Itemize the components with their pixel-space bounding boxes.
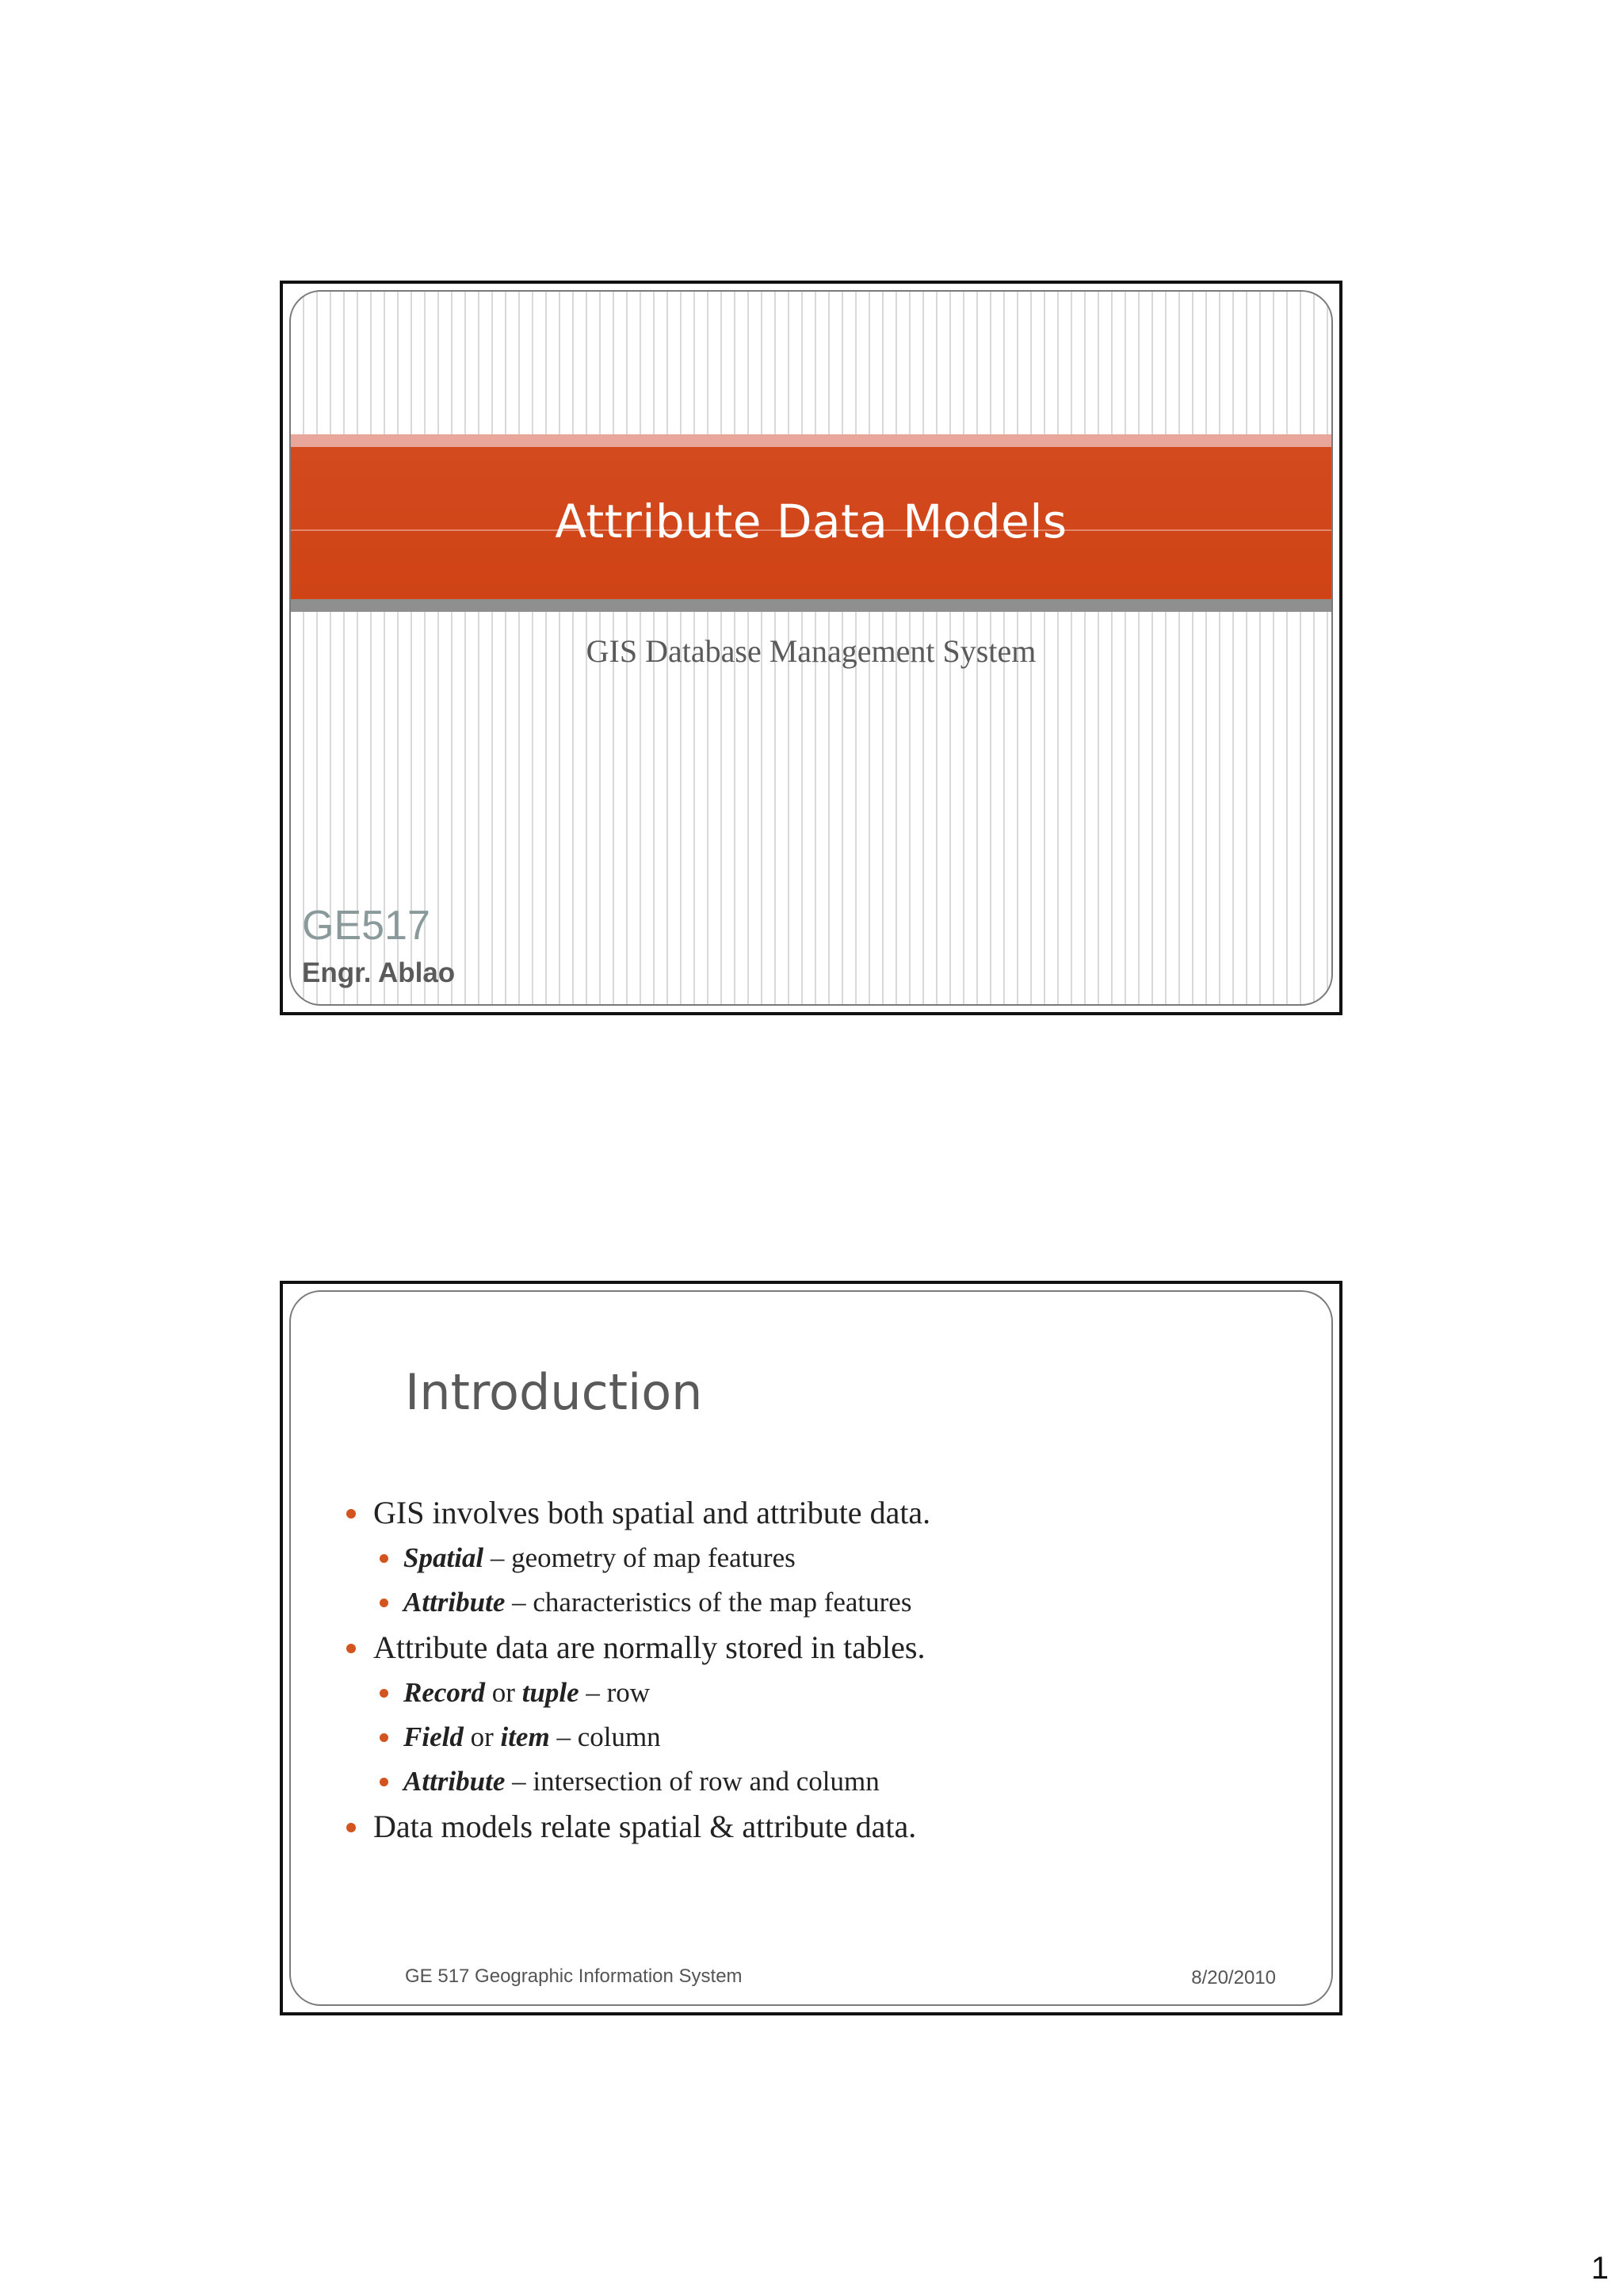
sub-bullet-desc: – column [549,1721,661,1752]
sub-bullet-term-2: item [500,1721,550,1752]
introduction-slide-background [289,1290,1333,2006]
title-band-bottom-stripe [291,599,1331,612]
sub-bullet-joiner: or [485,1677,522,1708]
bullet-text: GIS involves both spatial and attribute data. [373,1495,931,1530]
bullet-item [338,1490,1289,1536]
bullet-text: Data models relate spatial & attribute data. [373,1809,917,1844]
sub-bullet-item [338,1671,1289,1715]
sub-bullet-term: Attribute [403,1587,506,1618]
bullet-dot-icon [346,1509,356,1519]
sub-bullet-item [338,1715,1289,1759]
bullet-list [338,1490,1289,1850]
page-number: 1 [1591,2251,1609,2286]
bullet-dot-icon [380,1599,388,1607]
sub-bullet-term: Record [403,1677,486,1708]
title-slide-background [289,290,1333,1006]
title-slide [280,281,1342,1015]
sub-bullet-term-2: tuple [521,1677,579,1708]
author-name: Engr. Ablao [302,957,456,988]
slide-heading: Introduction [405,1363,703,1421]
slide-subtitle: GIS Database Management System [586,633,1037,669]
title-band-top-stripe [291,434,1331,447]
bullet-dot-icon [346,1644,356,1653]
bullet-dot-icon [346,1823,356,1832]
sub-bullet-item [338,1759,1289,1804]
bullet-item [338,1625,1289,1671]
bullet-text: Attribute data are normally stored in tables. [373,1629,926,1665]
bullet-dot-icon [380,1689,388,1698]
sub-bullet-term: Spatial [403,1542,484,1573]
bullet-dot-icon [380,1733,388,1742]
sub-bullet-term: Attribute [403,1766,506,1797]
slide-footer-course: GE 517 Geographic Information System [405,1966,743,1987]
sub-bullet-joiner: or [463,1721,501,1752]
sub-bullet-term: Field [403,1721,464,1752]
bullet-item [338,1804,1289,1850]
sub-bullet-item [338,1580,1289,1625]
introduction-slide [280,1281,1342,2015]
course-code: GE517 [302,903,430,949]
title-band [291,447,1331,599]
sub-bullet-desc: – characteristics of the map features [505,1587,912,1618]
slide-title: Attribute Data Models [555,495,1067,548]
slide-footer-date: 8/20/2010 [1191,1967,1276,1988]
sub-bullet-desc: – geometry of map features [483,1542,796,1573]
bullet-dot-icon [380,1778,388,1786]
sub-bullet-item [338,1536,1289,1580]
sub-bullet-desc: – row [579,1677,651,1708]
bullet-dot-icon [380,1554,388,1563]
sub-bullet-desc: – intersection of row and column [505,1766,880,1797]
